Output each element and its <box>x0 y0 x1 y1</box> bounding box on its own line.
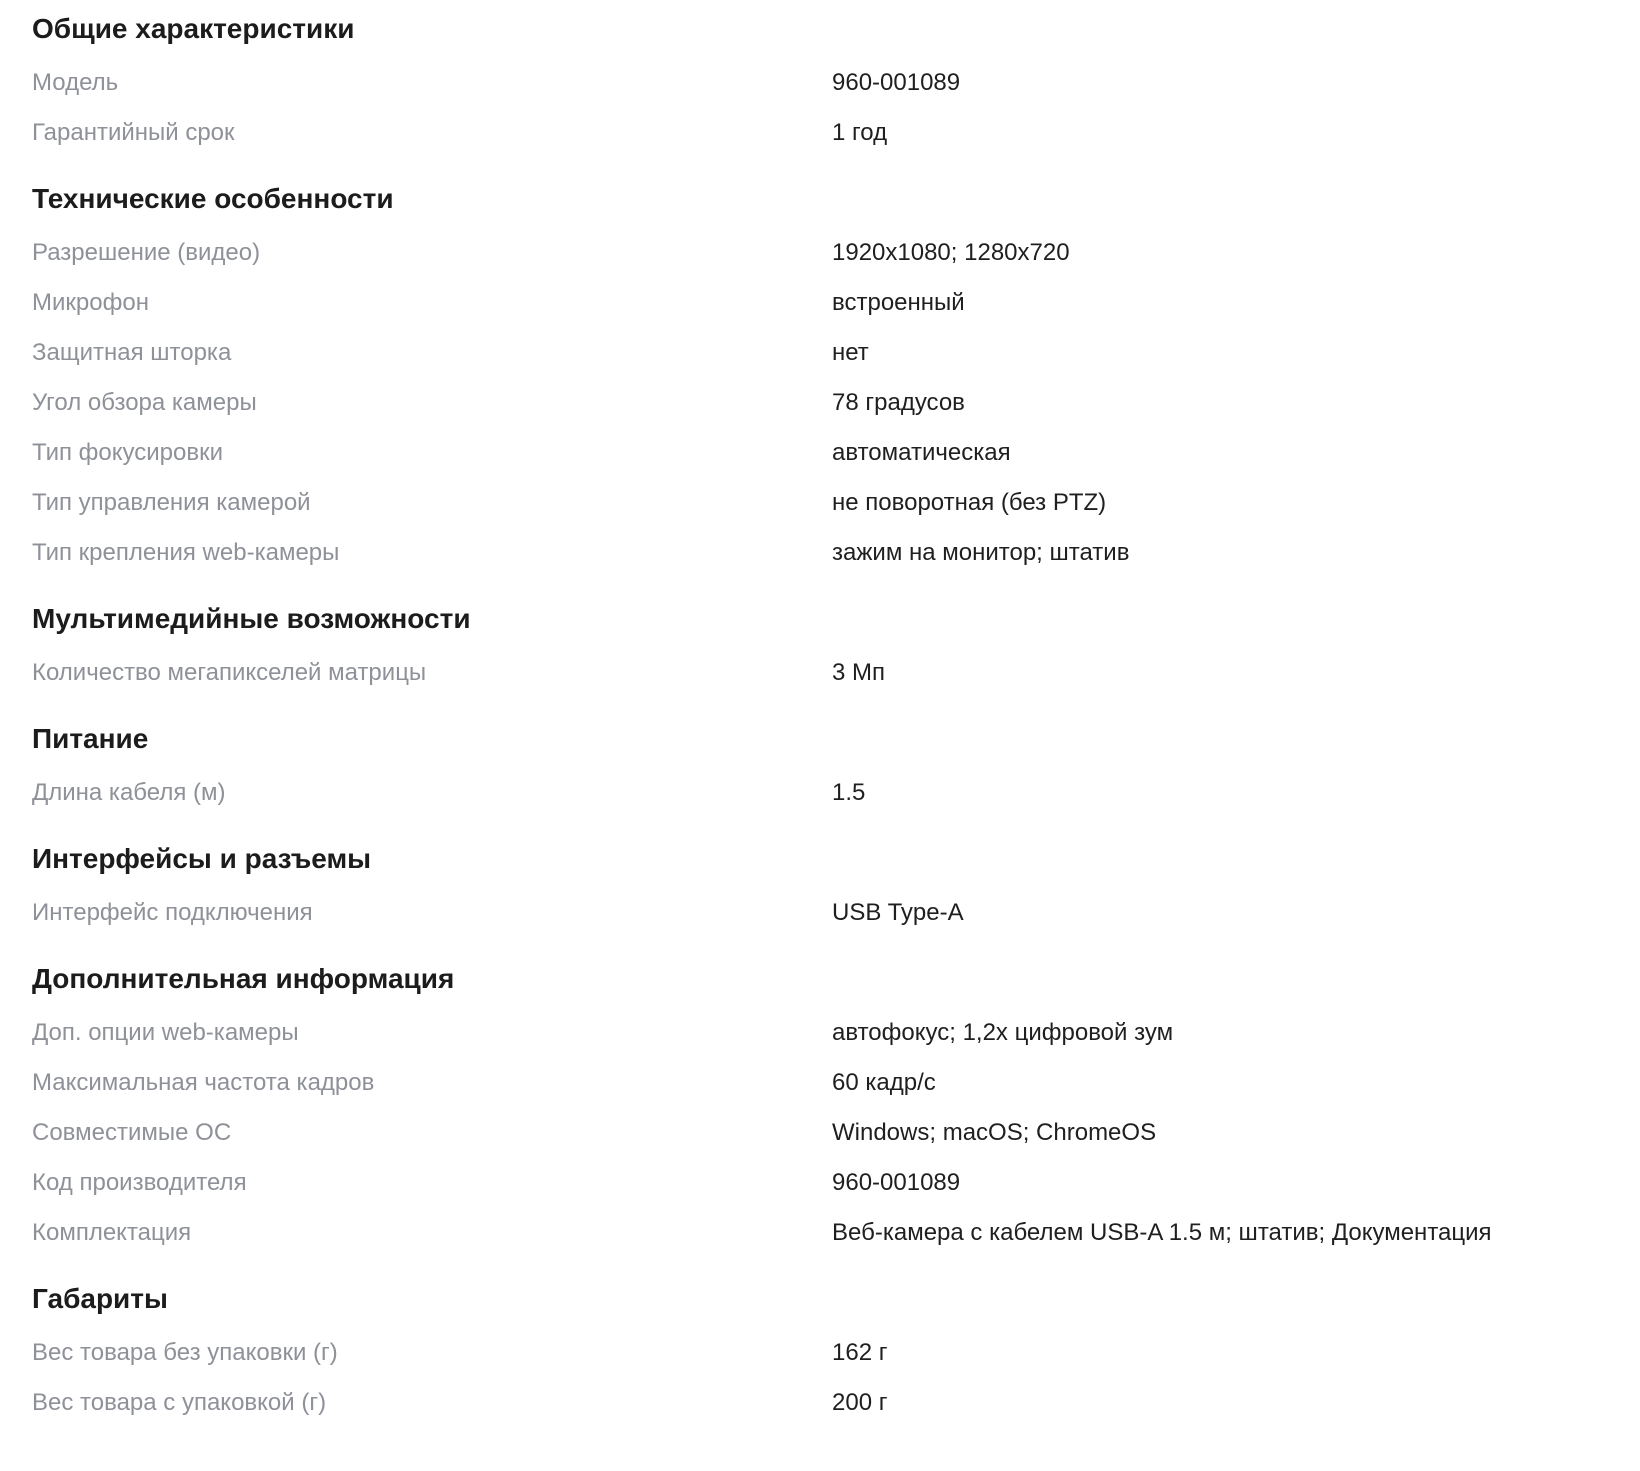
spec-label: Максимальная частота кадров <box>32 1069 375 1096</box>
spec-label: Совместимые ОС <box>32 1119 232 1146</box>
spec-value: 60 кадр/с <box>832 1069 936 1096</box>
spec-row <box>32 1008 1612 1058</box>
spec-value: 1.5 <box>832 779 866 806</box>
spec-row <box>32 378 1612 428</box>
spec-row <box>32 648 1612 698</box>
spec-row <box>32 1108 1612 1158</box>
spec-value: 960-001089 <box>832 1169 961 1196</box>
spec-label: Длина кабеля (м) <box>32 779 226 806</box>
spec-value: 1 год <box>832 119 888 146</box>
spec-row <box>32 528 1612 578</box>
spec-row <box>32 108 1612 158</box>
spec-label: Угол обзора камеры <box>32 389 257 416</box>
spec-row <box>32 1058 1612 1108</box>
spec-label: Интерфейс подключения <box>32 899 313 926</box>
section-title: Интерфейсы и разъемы <box>32 843 372 874</box>
spec-value: встроенный <box>832 289 965 316</box>
spec-row <box>32 478 1612 528</box>
spec-label: Гарантийный срок <box>32 119 235 146</box>
spec-row <box>32 328 1612 378</box>
section-title: Дополнительная информация <box>32 963 455 994</box>
spec-label: Доп. опции web-камеры <box>32 1019 299 1046</box>
section-additional <box>32 958 1612 1258</box>
spec-row <box>32 58 1612 108</box>
section-title: Технические особенности <box>32 183 394 214</box>
section-title: Питание <box>32 723 149 754</box>
section-technical <box>32 178 1612 578</box>
spec-row <box>32 1328 1612 1378</box>
spec-value: автоматическая <box>832 439 1011 466</box>
spec-value: зажим на монитор; штатив <box>832 539 1130 566</box>
section-dimensions <box>32 1278 1612 1428</box>
spec-value: 3 Мп <box>832 659 886 686</box>
section-power <box>32 718 1612 818</box>
spec-row <box>32 1208 1612 1258</box>
section-interfaces <box>32 838 1612 938</box>
spec-value: Веб-камера с кабелем USB-A 1.5 м; штатив; Документация <box>832 1219 1492 1246</box>
spec-value: USB Type-A <box>832 899 964 926</box>
spec-label: Тип фокусировки <box>32 439 224 466</box>
spec-label: Защитная шторка <box>32 339 232 366</box>
spec-row <box>32 1378 1612 1428</box>
spec-label: Код производителя <box>32 1169 247 1196</box>
spec-label: Разрешение (видео) <box>32 239 261 266</box>
spec-row <box>32 428 1612 478</box>
spec-value: нет <box>832 339 869 366</box>
spec-label: Микрофон <box>32 289 149 316</box>
spec-row <box>32 888 1612 938</box>
spec-row <box>32 768 1612 818</box>
spec-row <box>32 278 1612 328</box>
section-title: Мультимедийные возможности <box>32 603 471 634</box>
spec-value: 200 г <box>832 1389 888 1416</box>
spec-label: Комплектация <box>32 1219 192 1246</box>
spec-row <box>32 228 1612 278</box>
spec-label: Вес товара с упаковкой (г) <box>32 1389 327 1416</box>
section-title: Габариты <box>32 1283 168 1314</box>
spec-label: Количество мегапикселей матрицы <box>32 659 427 686</box>
section-multimedia <box>32 598 1612 698</box>
spec-label: Тип крепления web-камеры <box>32 539 340 566</box>
spec-value: 960-001089 <box>832 69 961 96</box>
spec-value: не поворотная (без PTZ) <box>832 489 1107 516</box>
spec-value: автофокус; 1,2x цифровой зум <box>832 1019 1174 1046</box>
section-title: Общие характеристики <box>32 13 355 44</box>
spec-row <box>32 1158 1612 1208</box>
spec-value: 78 градусов <box>832 389 965 416</box>
spec-value: 1920x1080; 1280x720 <box>832 239 1070 266</box>
spec-value: Windows; macOS; ChromeOS <box>832 1119 1157 1146</box>
spec-value: 162 г <box>832 1339 888 1366</box>
section-general <box>32 8 1612 158</box>
spec-label: Тип управления камерой <box>32 489 311 516</box>
spec-label: Модель <box>32 69 119 96</box>
spec-label: Вес товара без упаковки (г) <box>32 1339 338 1366</box>
